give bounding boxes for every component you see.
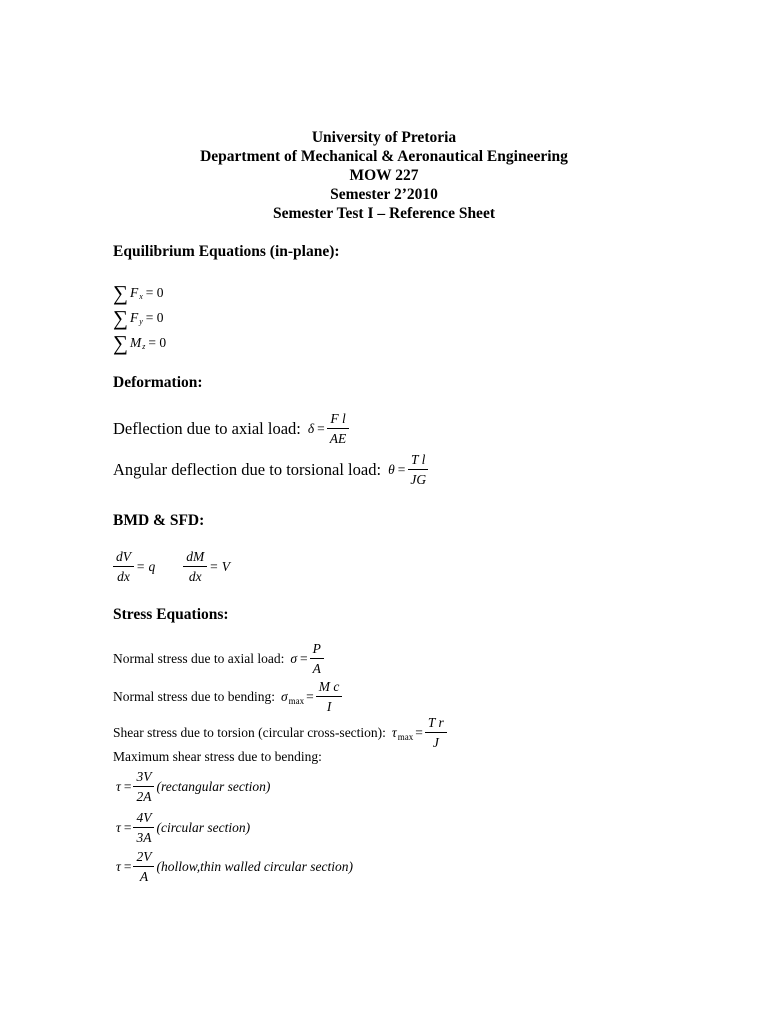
normal-axial-denominator: A — [312, 661, 321, 676]
dv-dx-fraction — [113, 548, 134, 585]
torsion-denominator: JG — [410, 472, 427, 487]
header-semester: Semester 2’2010 — [330, 186, 438, 203]
hollow-numerator: 2V — [133, 848, 154, 867]
mz-var: M — [129, 334, 142, 350]
equation-shear-torsion — [113, 714, 449, 751]
circ-note: (circular section) — [156, 819, 251, 835]
shear-torsion-label: Shear stress due to torsion (circular cross-section): — [113, 724, 386, 740]
dv-rhs: = q — [136, 558, 156, 574]
normal-bending-numerator: M c — [316, 678, 343, 697]
torsion-numerator: T l — [408, 451, 428, 470]
rect-denominator: 2A — [136, 789, 152, 804]
normal-bending-denominator: I — [326, 699, 332, 714]
theta-symbol: θ — [388, 461, 395, 477]
circ-numerator: 4V — [133, 809, 154, 828]
header-test-title: Semester Test I – Reference Sheet — [273, 205, 495, 222]
axial-denominator: AE — [329, 431, 347, 446]
hollow-note: (hollow,thin walled circular section) — [156, 858, 353, 874]
deformation-heading: Deformation: — [113, 374, 203, 391]
sum-symbol: ∑ — [113, 331, 128, 355]
equation-shear-circular — [113, 809, 250, 846]
normal-bending-fraction — [316, 678, 343, 715]
bmd-sfd-equations — [113, 548, 230, 585]
equation-torsional-deflection — [113, 451, 431, 488]
circ-eq-sign: = — [123, 819, 132, 835]
circ-denominator: 3A — [136, 830, 152, 845]
equation-shear-hollow — [113, 848, 353, 885]
equation-sum-mz — [113, 332, 169, 353]
normal-bending-eq-sign: = — [306, 688, 314, 704]
equation-normal-bending — [113, 678, 344, 715]
fy-sub: y — [139, 317, 143, 326]
hollow-eq-sign: = — [123, 858, 132, 874]
fy-eq: = 0 — [145, 309, 164, 325]
fx-sub: x — [139, 292, 143, 301]
dm-denominator: dx — [188, 569, 202, 584]
normal-axial-label: Normal stress due to axial load: — [113, 650, 285, 666]
equation-normal-axial — [113, 640, 326, 677]
tau-max-symbol: τ — [391, 724, 397, 740]
tau-symbol: τ — [116, 819, 121, 835]
equilibrium-heading: Equilibrium Equations (in-plane): — [113, 243, 340, 260]
dm-rhs: = V — [209, 558, 230, 574]
delta-symbol: δ — [307, 420, 315, 436]
dm-dx-fraction — [183, 548, 207, 585]
torsion-eq-sign: = — [397, 461, 406, 477]
equation-axial-deflection — [113, 410, 351, 447]
fx-var: F — [129, 284, 139, 300]
equation-sum-fx — [113, 282, 167, 303]
sum-symbol: ∑ — [113, 281, 128, 305]
rect-fraction — [133, 768, 154, 805]
header-course-code: MOW 227 — [349, 167, 419, 184]
dv-numerator: dV — [113, 548, 134, 567]
hollow-denominator: A — [139, 869, 149, 884]
tau-max-sub: max — [397, 731, 414, 742]
document-header — [0, 128, 768, 223]
dm-numerator: dM — [183, 548, 207, 567]
fx-eq: = 0 — [145, 284, 164, 300]
shear-torsion-numerator: T r — [425, 714, 447, 733]
tau-symbol: τ — [116, 858, 121, 874]
sum-symbol: ∑ — [113, 306, 128, 330]
dv-denominator: dx — [117, 569, 130, 584]
sigma-max-sub: max — [288, 695, 305, 706]
torsional-deflection-label: Angular deflection due to torsional load: — [113, 459, 382, 479]
equation-shear-rectangular — [113, 768, 270, 805]
normal-axial-fraction — [310, 640, 324, 677]
stress-heading: Stress Equations: — [113, 606, 229, 623]
axial-fraction — [327, 410, 350, 447]
rect-note: (rectangular section) — [156, 778, 271, 794]
sigma-max-symbol: σ — [280, 688, 288, 704]
tau-symbol: τ — [116, 778, 121, 794]
shear-torsion-denominator: J — [432, 735, 439, 750]
equation-sum-fy — [113, 307, 167, 328]
shear-torsion-fraction — [425, 714, 447, 751]
hollow-fraction — [133, 848, 154, 885]
fy-var: F — [129, 309, 139, 325]
rect-eq-sign: = — [123, 778, 132, 794]
mz-sub: z — [142, 342, 146, 351]
max-shear-label: Maximum shear stress due to bending: — [113, 749, 322, 764]
shear-torsion-eq-sign: = — [415, 724, 423, 740]
axial-deflection-label: Deflection due to axial load: — [113, 418, 301, 438]
circ-fraction — [133, 809, 154, 846]
sigma-symbol: σ — [290, 650, 298, 666]
rect-numerator: 3V — [133, 768, 154, 787]
normal-axial-eq-sign: = — [300, 650, 308, 666]
normal-bending-label: Normal stress due to bending: — [113, 688, 275, 704]
mz-eq: = 0 — [148, 334, 167, 350]
axial-eq-sign: = — [317, 420, 325, 436]
header-university: University of Pretoria — [311, 129, 457, 146]
normal-axial-numerator: P — [310, 640, 324, 659]
header-department: Department of Mechanical & Aeronautical Engineering — [200, 148, 568, 165]
torsion-fraction — [407, 451, 429, 488]
axial-numerator: F l — [327, 410, 348, 429]
bmd-sfd-heading: BMD & SFD: — [113, 512, 205, 529]
